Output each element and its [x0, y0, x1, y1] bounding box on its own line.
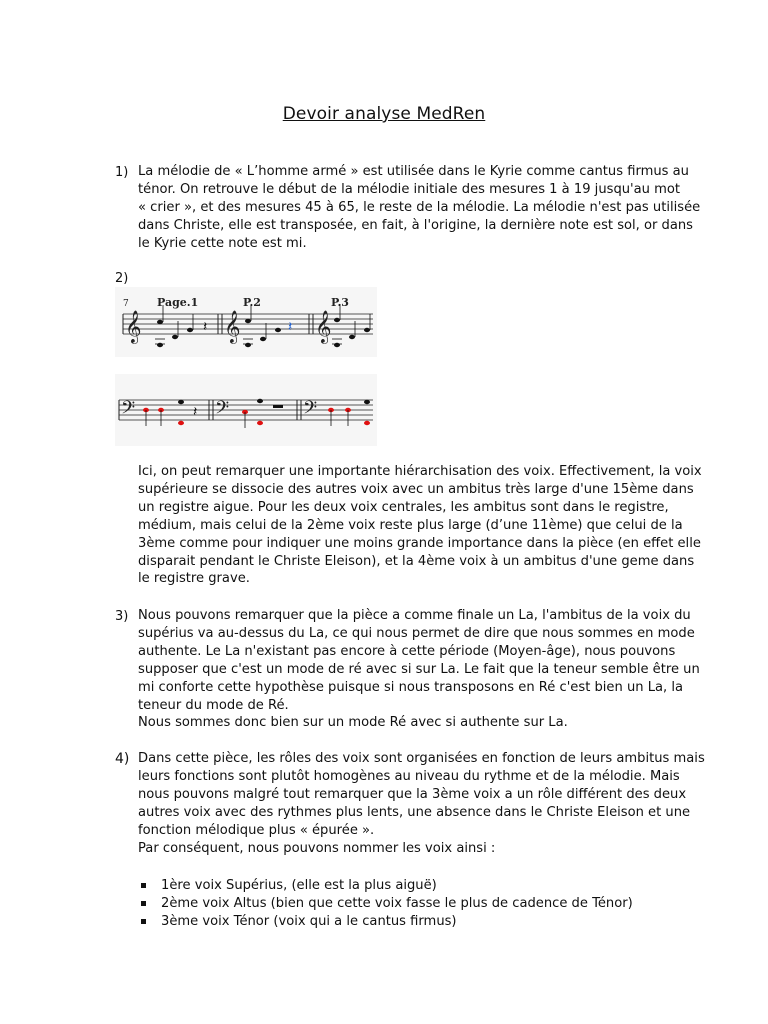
- list-item-text: 2ème voix Altus (bien que cette voix fasse le plus de cadence de Ténor): [161, 895, 633, 911]
- text-line: leurs fonctions sont plutôt homogènes au niveau du rythme et de la mélodie. Mais: [138, 768, 680, 784]
- text-line: nous pouvons malgré tout remarquer que la 3ème voix a un rôle différent des deux: [138, 786, 687, 802]
- question-3-text: [138, 607, 700, 732]
- bullet-icon: [141, 883, 146, 888]
- list-item: [141, 895, 633, 913]
- text-line: supérius va au-dessus du La, ce qui nous permet de dire que nous sommes en mode: [138, 625, 695, 641]
- measure-number: 7: [123, 299, 129, 309]
- notes-red: [143, 408, 370, 425]
- page-label-3: P.3: [331, 296, 349, 309]
- question-1-text: [138, 163, 701, 253]
- question-3-number: 3): [115, 609, 129, 624]
- treble-clef-icon: 𝄞: [224, 310, 241, 343]
- text-line: supérieure se dissocie des autres voix avec un ambitus très large d'une 15ème dans: [138, 481, 694, 497]
- text-line: mi conforte cette hypothèse puisque si nous transposons en Ré c'est bien un La, la: [138, 679, 684, 695]
- text-line: Nous sommes donc bien sur un mode Ré avec si authente sur La.: [138, 715, 568, 731]
- whole-rest-icon: [273, 405, 283, 408]
- text-line: fonction mélodique plus « épurée ».: [138, 822, 375, 838]
- text-line: Dans cette pièce, les rôles des voix sont organisées en fonction de leurs ambitus mais: [138, 751, 705, 766]
- rest-icon: 𝄽: [193, 404, 198, 420]
- document-title: Devoir analyse MedRen: [282, 104, 486, 124]
- list-item-text: 3ème voix Ténor (voix qui a le cantus firmus): [161, 913, 457, 929]
- text-line: teneur du mode de Ré.: [138, 697, 289, 713]
- list-item: [141, 877, 633, 895]
- text-line: Par conséquent, nous pouvons nommer les voix ainsi :: [138, 840, 496, 856]
- page-label-2: P.2: [243, 296, 261, 309]
- text-line: authente. Le La n'existant pas encore à cette période (Moyen-âge), nous pouvons: [138, 643, 676, 659]
- text-line: médium, mais celui de la 2ème voix reste plus large (d’une 11ème) que celui de la: [138, 517, 683, 533]
- text-line: Nous pouvons remarquer que la pièce a comme finale un La, l'ambitus de la voix du: [138, 608, 691, 623]
- rest-icon: 𝄽: [288, 319, 293, 335]
- text-line: ténor. On retrouve le début de la mélodie initiale des mesures 1 à 19 jusqu'au mot: [138, 181, 681, 197]
- treble-clef-icon: 𝄞: [315, 310, 332, 343]
- text-line: « crier », et des mesures 45 à 65, le reste de la mélodie. La mélodie n'est pas utilisée: [138, 199, 701, 215]
- music-excerpt-treble: [115, 287, 377, 357]
- voice-list: [141, 877, 633, 931]
- question-2-text: [138, 463, 702, 588]
- question-2-number: 2): [115, 271, 129, 286]
- music-excerpt-bass: [115, 374, 377, 446]
- list-item: [141, 913, 633, 931]
- rest-icon: 𝄽: [203, 319, 208, 335]
- page-label-1: Page.1: [157, 296, 199, 309]
- notes-black: [157, 318, 370, 347]
- bullet-icon: [141, 901, 146, 906]
- text-line: dans Christe, elle est transposée, en fait, à l'origine, la dernière note est sol, or dans: [138, 217, 694, 233]
- question-4-number: 4): [115, 751, 130, 767]
- treble-clef-icon: 𝄞: [125, 310, 142, 343]
- text-line: supposer que c'est un mode de ré avec si sur La. Le fait que la teneur semble être un: [138, 661, 700, 677]
- text-line: un registre aigue. Pour les deux voix centrales, les ambitus sont dans le registre,: [138, 499, 669, 515]
- question-4-text: [138, 750, 705, 857]
- text-line: le Kyrie cette note est mi.: [138, 235, 307, 251]
- text-line: La mélodie de « L’homme armé » est utilisée dans le Kyrie comme cantus firmus au: [138, 164, 689, 179]
- text-line: 3ème comme pour indiquer une moins grande importance dans la pièce (en effet elle: [138, 535, 701, 551]
- text-line: autres voix avec des rythmes plus lents, une absence dans le Christe Eleison et une: [138, 804, 691, 820]
- text-line: disparait pendant le Christe Eleison), et la 4ème voix à un ambitus d'une geme dans: [138, 553, 695, 569]
- text-line: le registre grave.: [138, 571, 250, 587]
- bullet-icon: [141, 919, 146, 924]
- bass-clef-icon: 𝄢: [303, 398, 318, 423]
- question-1-number: 1): [115, 165, 129, 180]
- bass-clef-icon: 𝄢: [121, 398, 136, 423]
- bass-clef-icon: 𝄢: [215, 398, 230, 423]
- list-item-text: 1ère voix Supérius, (elle est la plus aiguë): [161, 878, 437, 893]
- text-line: Ici, on peut remarquer une importante hiérarchisation des voix. Effectivement, la voix: [138, 464, 702, 479]
